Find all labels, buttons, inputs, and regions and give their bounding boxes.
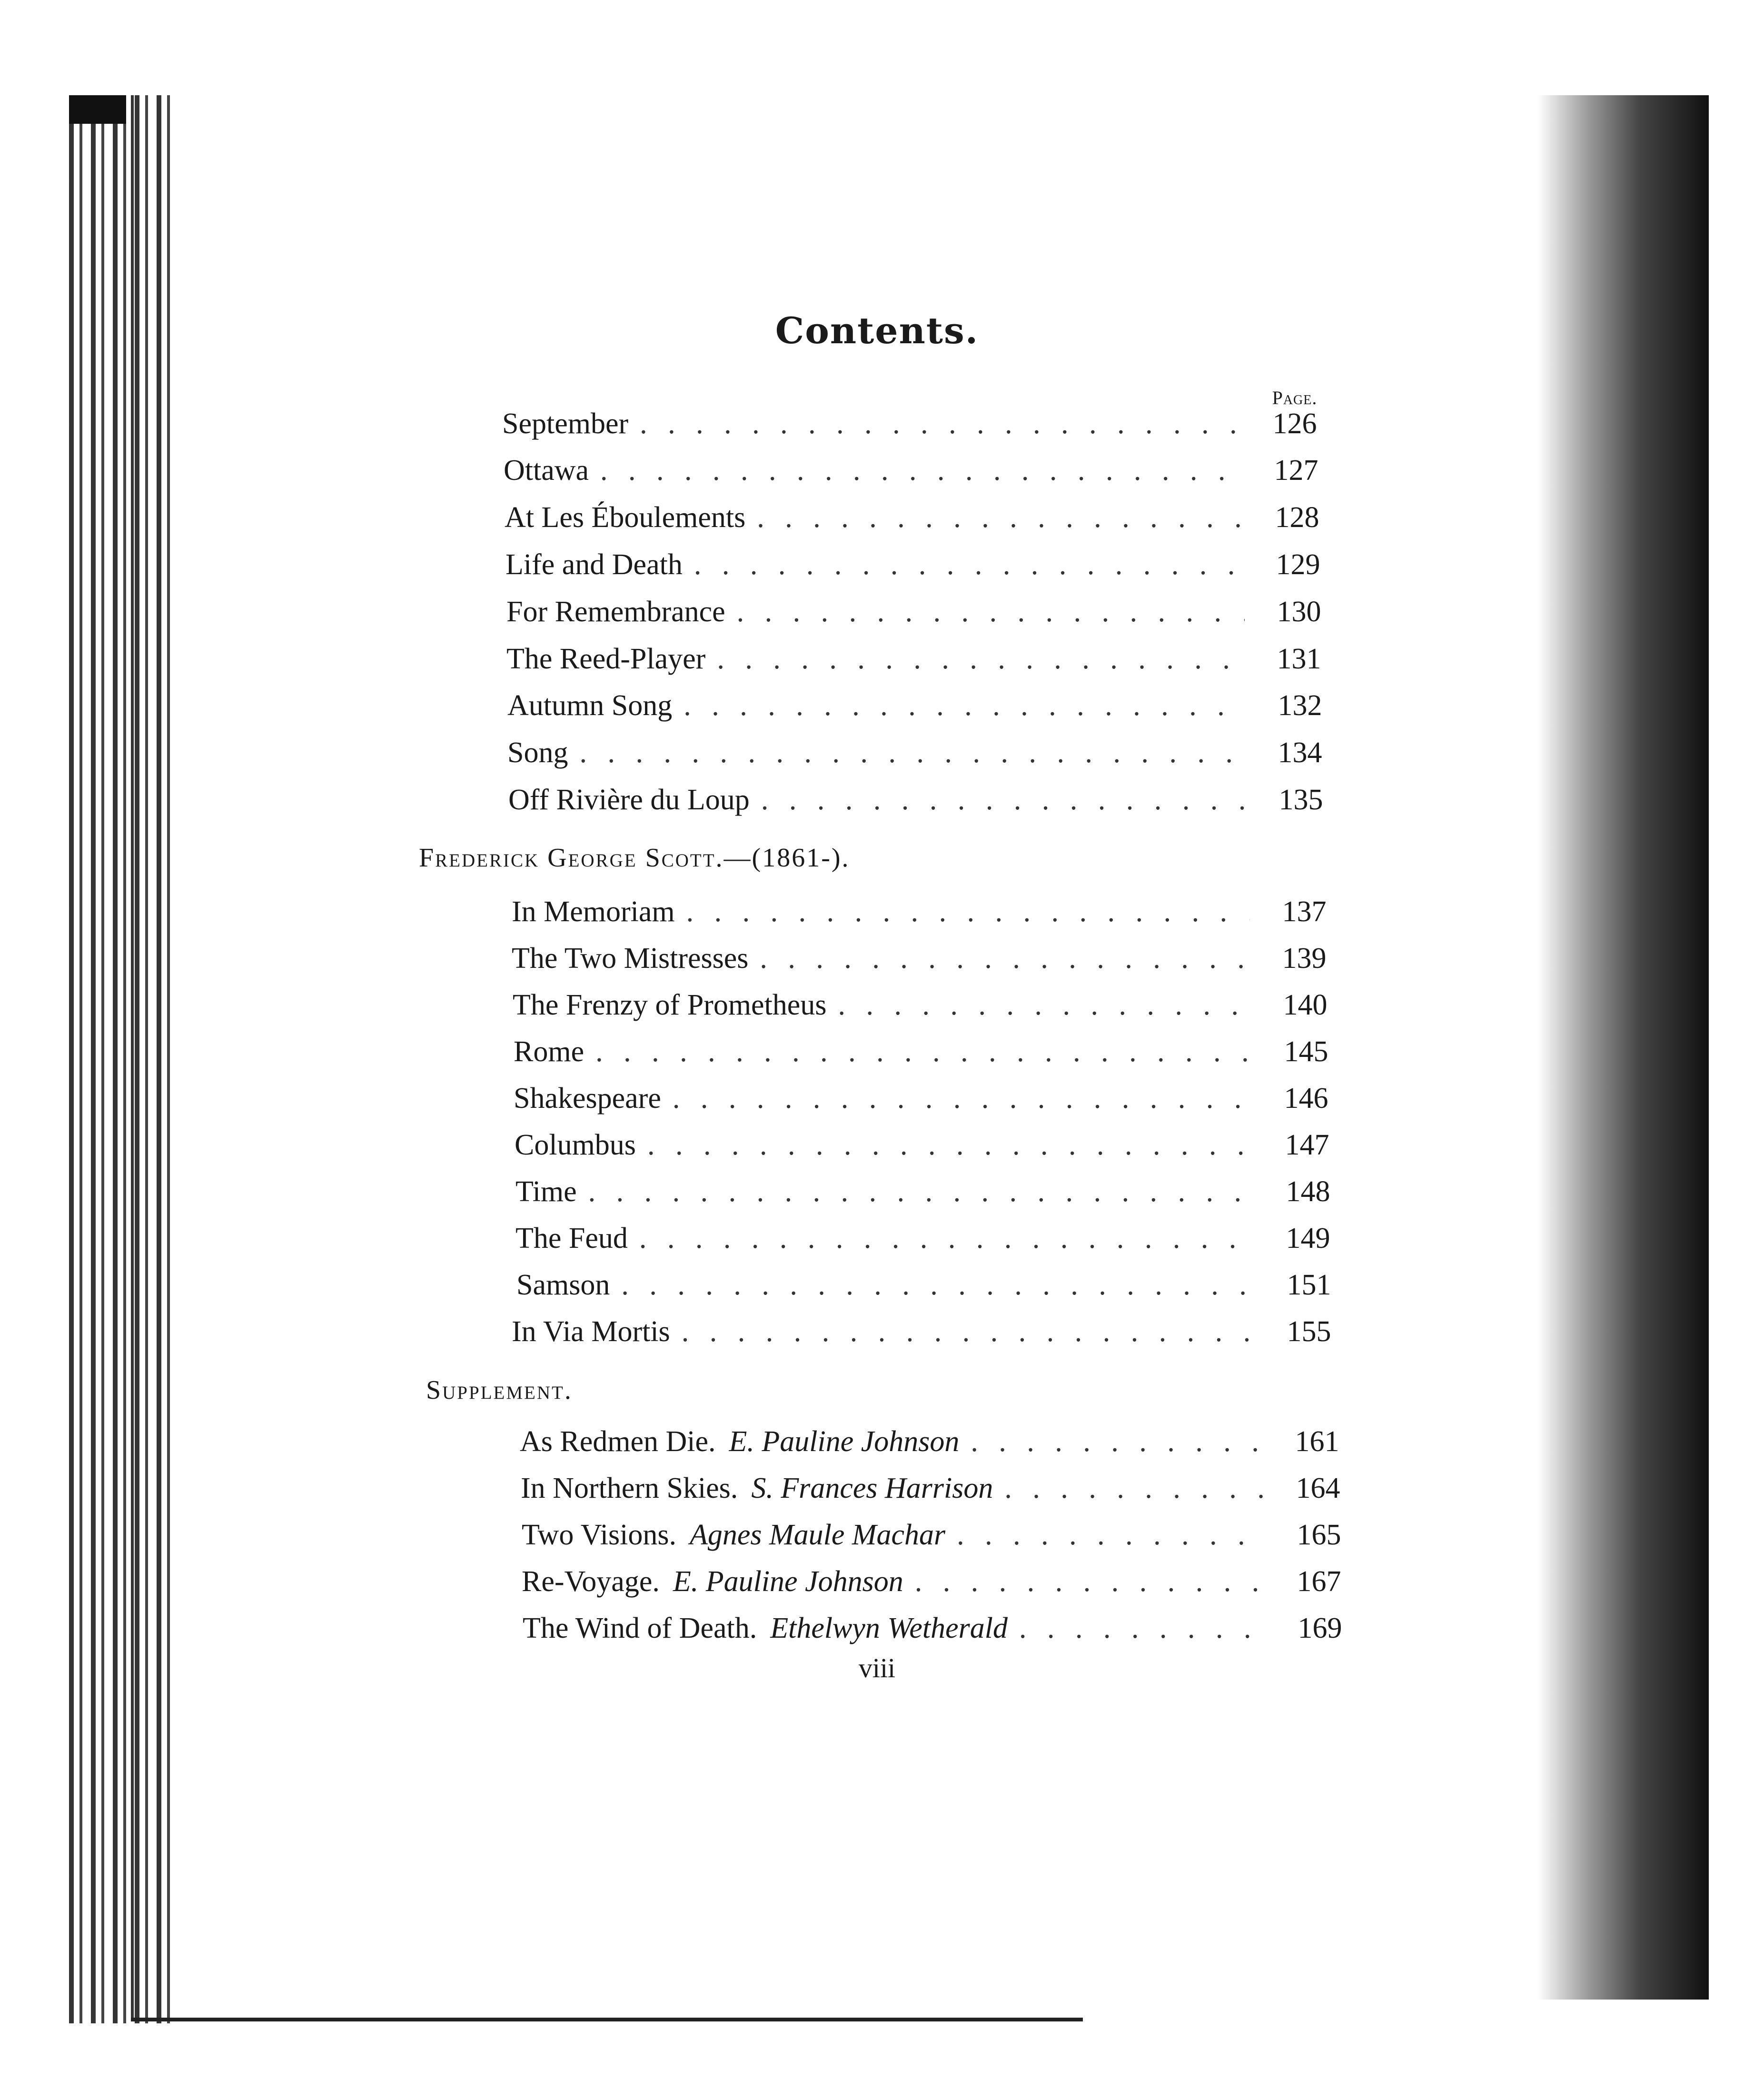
entry-author: Ethelwyn Wetherald — [770, 1612, 1008, 1644]
toc-entry — [502, 407, 1338, 450]
page-frame-bottom — [131, 2018, 1083, 2021]
toc-entry — [505, 548, 1341, 591]
toc-entry — [522, 1518, 1362, 1561]
entry-title: Re-Voyage. — [522, 1565, 660, 1598]
entry-title: For Remembrance — [506, 596, 725, 628]
section-heading-scott: Frederick George Scott.—(1861-). — [419, 843, 850, 873]
leader-dots — [647, 1128, 1253, 1162]
entry-page: 139 — [1282, 942, 1327, 975]
entry-title: September — [502, 408, 629, 440]
leader-dots — [579, 736, 1246, 770]
page-title: Contents. — [775, 309, 979, 352]
entry-page: 146 — [1284, 1082, 1328, 1115]
toc-entry — [506, 642, 1342, 685]
toc-entry — [523, 1612, 1363, 1654]
entry-title: At Les Éboulements — [505, 501, 746, 534]
toc-entry — [520, 1425, 1360, 1468]
entry-title: Song — [507, 736, 568, 769]
leader-dots — [621, 1268, 1255, 1302]
entry-page: 165 — [1297, 1519, 1341, 1551]
entry-title: Ottawa — [504, 454, 589, 487]
leader-dots — [1019, 1612, 1266, 1645]
binding-edge — [69, 95, 174, 2023]
binding-corner — [69, 95, 126, 124]
page-frame-left — [131, 95, 134, 2019]
leader-dots — [694, 548, 1244, 582]
entry-title: In Northern Skies. — [521, 1472, 738, 1504]
entry-author: E. Pauline Johnson — [673, 1565, 903, 1598]
leader-dots — [595, 1035, 1252, 1069]
entry-page: 161 — [1295, 1425, 1339, 1458]
toc-entry — [514, 1082, 1349, 1125]
entry-title: The Reed-Player — [506, 643, 706, 675]
leader-dots — [1004, 1472, 1264, 1505]
toc-entry — [504, 454, 1339, 497]
entry-page: 140 — [1283, 989, 1328, 1021]
toc-entry — [505, 501, 1340, 544]
toc-entry — [508, 783, 1344, 826]
leader-dots — [915, 1565, 1265, 1599]
entry-title: In Memoriam — [512, 896, 675, 928]
entry-author: E. Pauline Johnson — [729, 1425, 960, 1458]
entry-title: As Redmen Die. — [520, 1425, 716, 1458]
entry-title: In Via Mortis — [512, 1315, 670, 1348]
entry-page: 148 — [1286, 1175, 1330, 1208]
leader-dots — [639, 1222, 1254, 1255]
toc-entry — [516, 1268, 1352, 1311]
toc-entry — [512, 1315, 1352, 1358]
entry-title: Shakespeare — [514, 1082, 661, 1115]
leader-dots — [600, 454, 1242, 488]
leader-dots — [686, 895, 1250, 929]
entry-title: Samson — [516, 1269, 610, 1301]
entry-page: 127 — [1274, 454, 1318, 487]
entry-page: 137 — [1282, 896, 1327, 928]
entry-title: Rome — [514, 1035, 585, 1068]
leader-dots — [673, 1082, 1252, 1115]
leader-dots — [971, 1425, 1263, 1459]
leader-dots — [640, 407, 1240, 441]
entry-title: The Wind of Death. — [523, 1612, 757, 1644]
page-column-header: Page. — [1272, 387, 1318, 408]
page-number: viii — [858, 1652, 896, 1683]
toc-entry — [507, 689, 1343, 732]
entry-page: 155 — [1287, 1315, 1331, 1348]
entry-page: 164 — [1296, 1472, 1340, 1504]
leader-dots — [957, 1518, 1265, 1552]
entry-page: 167 — [1297, 1565, 1341, 1598]
leader-dots — [588, 1175, 1254, 1209]
toc-entry — [522, 1565, 1362, 1608]
entry-title: Two Visions. — [522, 1519, 676, 1551]
leader-dots — [717, 642, 1245, 676]
entry-title: Autumn Song — [507, 689, 673, 722]
toc-entry — [507, 736, 1343, 779]
entry-title: Time — [515, 1175, 577, 1208]
entry-title: Off Rivière du Loup — [508, 784, 750, 816]
toc-entry — [514, 1035, 1349, 1078]
toc-entry — [515, 1175, 1351, 1218]
entry-page: 151 — [1287, 1269, 1331, 1301]
leader-dots — [757, 501, 1243, 535]
leader-dots — [838, 988, 1251, 1022]
gutter-shadow — [1537, 95, 1709, 2000]
entry-author: S. Frances Harrison — [751, 1472, 993, 1504]
toc-entry — [506, 595, 1342, 638]
leader-dots — [684, 689, 1246, 723]
leader-dots — [761, 783, 1247, 817]
toc-entry — [521, 1472, 1361, 1514]
leader-dots — [760, 942, 1250, 975]
entry-title: Columbus — [515, 1129, 636, 1161]
leader-dots — [737, 595, 1245, 629]
entry-title: The Feud — [515, 1222, 628, 1254]
toc-entry — [513, 988, 1348, 1031]
entry-page: 135 — [1278, 784, 1323, 816]
entry-page: 126 — [1272, 408, 1317, 440]
entry-page: 147 — [1285, 1129, 1329, 1161]
entry-page: 149 — [1286, 1222, 1330, 1254]
entry-title: The Frenzy of Prometheus — [513, 989, 827, 1021]
entry-page: 132 — [1278, 689, 1322, 722]
entry-page: 131 — [1277, 643, 1321, 675]
entry-page: 129 — [1276, 548, 1320, 581]
entry-page: 134 — [1278, 736, 1322, 769]
toc-entry — [515, 1222, 1351, 1264]
entry-title: The Two Mistresses — [512, 942, 749, 975]
entry-author: Agnes Maule Machar — [689, 1519, 946, 1551]
entry-page: 130 — [1277, 596, 1321, 628]
entry-title: Life and Death — [505, 548, 683, 581]
leader-dots — [682, 1315, 1255, 1349]
entry-page: 145 — [1284, 1035, 1328, 1068]
entry-page: 128 — [1275, 501, 1319, 534]
toc-entry — [512, 895, 1347, 938]
toc-entry — [512, 942, 1347, 985]
entry-page: 169 — [1298, 1612, 1342, 1644]
toc-entry — [515, 1128, 1350, 1171]
section-heading-supplement: Supplement. — [426, 1375, 573, 1405]
